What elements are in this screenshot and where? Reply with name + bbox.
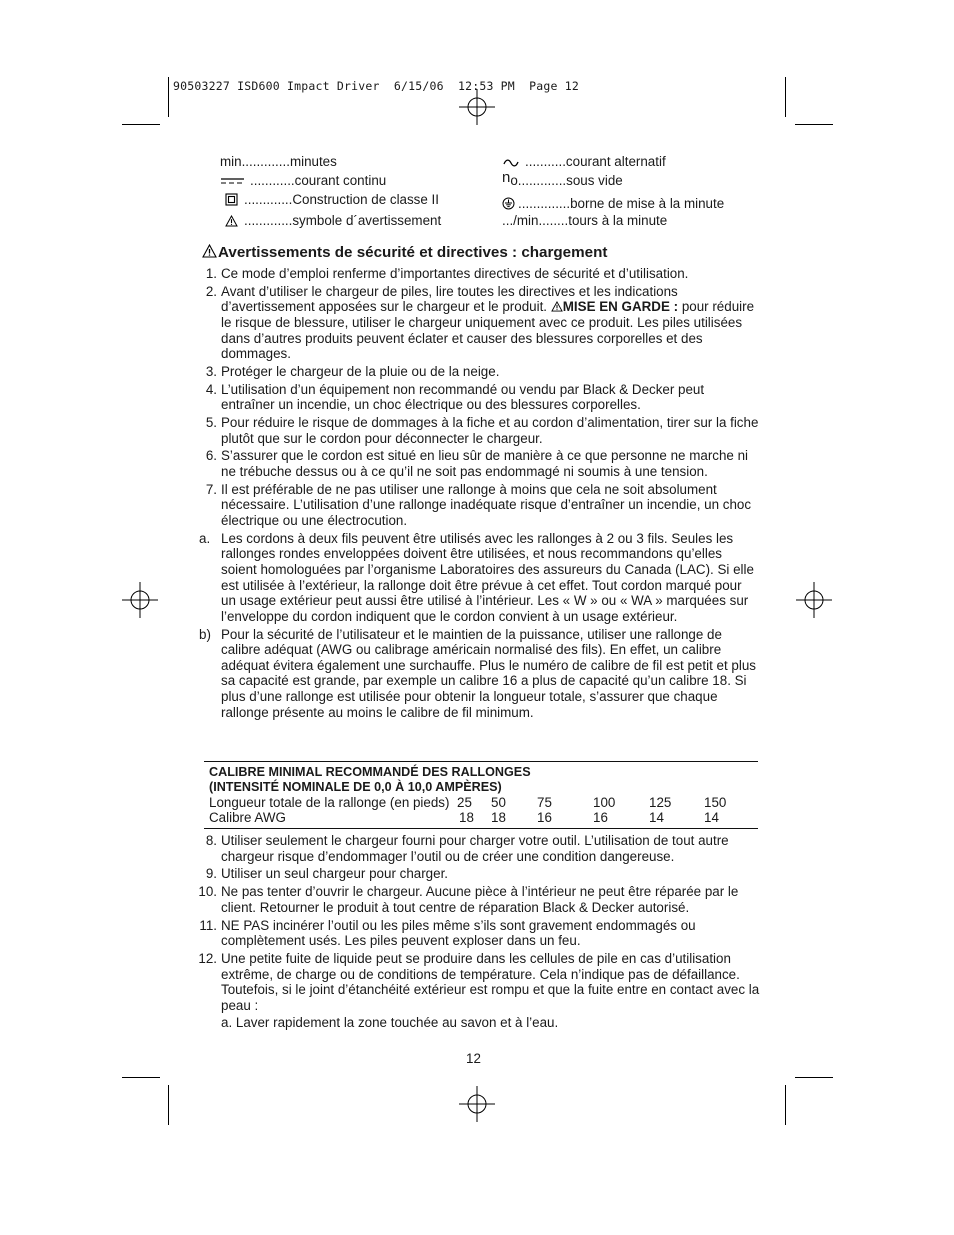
cell-value: 75 [537,795,552,811]
print-slug-header: 90503227 ISD600 Impact Driver 6/15/06 12:53 PM Page 12 [173,79,580,93]
caution-label: MISE EN GARDE : [562,299,679,315]
table-title-line-1: CALIBRE MINIMAL RECOMMANDÉ DES RALLONGES [209,765,531,779]
crop-mark [122,124,160,125]
item-number: 6. [205,448,217,464]
row-label: Calibre AWG [209,810,286,826]
item-text: S’assurer que le cordon est situé en lieu sûr de manière à ce que personne ne marche ni ne trébuche dessus ou à ce qu’il ne soit pas endommagé ni soumis à une tension. [221,448,749,480]
item-number: 8. [205,833,217,848]
table-row-length [204,795,758,810]
registration-mark-icon [122,582,158,618]
item-text: Ne pas tenter d’ouvrir le chargeur. Aucune pièce à l’intérieur ne peut être réparée par le client. Retourner le produit à tout centre de réparation Black & Decker autorisé. [221,884,739,915]
symbol-warning [225,213,441,229]
section-title-text: Avertissements de sécurité et directives : chargement [218,244,608,261]
crop-mark [795,124,833,125]
symbol-earth-terminal [502,196,724,212]
symbol-alternating-current [503,154,666,170]
cell-value: 18 [491,810,506,826]
alternating-current-icon [503,158,519,168]
list-item [196,382,760,413]
item-number: 11. [199,917,217,933]
list-item [196,266,760,282]
table-top-rule [204,761,758,762]
symbol-description: .............symbole d´avertissement [244,213,442,228]
item-number: 5. [205,415,217,431]
list-item [196,866,760,882]
symbol-description: ...........courant alternatif [525,154,666,169]
item-text: Pour la sécurité de l’utilisateur et le maintien de la puissance, utiliser une rallonge de calibre adéquat (AWG ou calibrage américain normalisé des fils). En effet, un calibre adéquat évitera également une surchauffe. Plus le numéro de calibre de fil est petit et plus sa capacité est grande, par exemple un calibre 16 a plus de capacité qu’un calibre 18. Si plus d’une rallonge est utilisée pour obtenir la longueur totale, s’assurer que chaque rallonge présente au moins le calibre de fil minimum. [221,626,756,720]
symbol-description: .../min........tours à la minute [502,213,668,228]
cell-value: 14 [649,810,664,826]
item-text: Ce mode d’emploi renferme d’importantes directives de sécurité et d’utilisation. [221,266,689,281]
symbol-description: o.............sous vide [510,173,623,188]
crop-mark [168,77,169,117]
list-item [196,833,760,864]
list-item [196,531,760,625]
item-text-continued: pour réduire le risque de blessure, utiliser le chargeur uniquement avec ce produit. Les piles utilisées dans d’autres produits peuvent éclater et causer des blessures corporelles et des dommages. [221,299,755,362]
symbol-description: ............courant continu [250,173,387,188]
cell-value: 125 [649,795,672,811]
item-number: 2. [205,283,217,299]
item-text: NE PAS incinérer l’outil ou les piles même s’ils sont gravement endommagés ou complètement usés. Les piles peuvent exploser dans un feu. [221,917,696,949]
warning-triangle-icon [551,301,563,312]
item-text: Pour réduire le risque de dommages à la fiche et au cordon d’alimentation, tirer sur la fiche plutôt que sur le cordon pour déconnecter le chargeur. [221,415,759,446]
symbol-per-minute [502,213,667,229]
crop-mark [795,1077,833,1078]
no-load-icon: n [502,169,511,186]
cell-value: 18 [459,810,474,826]
item-text: Utiliser un seul chargeur pour charger. [221,866,449,882]
item-number: 12. [198,950,217,966]
item-text: Avant d’utiliser le chargeur de piles, lire toutes les directives et les indications d’avertissement apposées sur le chargeur et le produit. [221,283,678,315]
cell-value: 14 [704,810,719,826]
registration-mark-icon [796,582,832,618]
list-item [196,364,760,380]
crop-mark [122,1077,160,1078]
item-text: Les cordons à deux fils peuvent être utilisés avec les rallonges à 2 ou 3 fils. Seules les rallonges rondes enveloppées doivent être utilisées, et nous recommandons qu’elles soient homologuées par l’organisme Laboratoires des assureurs du Canada (LAC). Si elle est utilisée à l’extérieur, la rallonge doit être prévue à cet effet. Tout cordon marqué pour un usage extérieur peut aussi être utilisé à l’intérieur. Les « W » ou « WA » marquées sur l’enveloppe du cordon indiquent que le cordon convient à un usage extérieur. [221,530,754,624]
list-item [196,884,760,915]
symbol-direct-current [220,173,386,189]
section-title [202,244,607,261]
item-number: 10. [198,884,217,900]
item-letter: b) [199,626,211,642]
item-text: Utiliser seulement le chargeur fourni pour charger votre outil. L’utilisation de tout autre chargeur risque d’endommager l’outil ou de créer une condition dangereuse. [221,833,729,864]
list-item [196,951,760,1013]
table-row-gauge [204,810,758,825]
symbol-description: .............minutes [241,154,337,169]
row-label: Longueur totale de la rallonge (en pieds) [209,795,450,811]
list-item [196,918,760,949]
safety-list-part-1 [196,266,760,722]
table-bottom-rule [204,828,758,829]
warning-triangle-icon [225,215,238,227]
symbol-description: ..............borne de mise à la minute [518,196,725,211]
crop-mark [168,1085,169,1125]
direct-current-icon [220,177,246,187]
list-item [196,627,760,721]
min-label: min [220,154,242,169]
symbol-minutes [220,154,337,170]
safety-list-part-2 [196,833,760,1033]
list-item [196,284,760,362]
table-title-line-2: (INTENSITÉ NOMINALE DE 0,0 À 10,0 AMPÈRES) [209,779,502,794]
item-letter: a. [199,530,211,546]
page-number: 12 [466,1051,481,1066]
item-number: 4. [205,381,217,397]
cell-value: 16 [537,810,552,826]
item-text: a. Laver rapidement la zone touchée au savon et à l’eau. [221,1015,559,1031]
list-subitem [196,1015,760,1031]
registration-mark-icon [459,89,495,125]
cell-value: 16 [593,810,608,826]
class-ii-icon [225,193,238,206]
symbol-class-ii [225,192,439,208]
item-number: 3. [205,363,217,379]
item-text: L’utilisation d’un équipement non recommandé ou vendu par Black & Decker peut entraîner un incendie, un choc électrique ou des blessures corporelles. [221,381,705,413]
registration-mark-icon [459,1086,495,1122]
extension-cord-table [204,761,758,829]
warning-triangle-icon [202,244,217,258]
list-item [196,482,760,529]
item-text: Il est préférable de ne pas utiliser une rallonge à moins que cela ne soit absolument nécessaire. L’utilisation d’une rallonge inadéquate risque d’entraîner un incendie, un choc électrique ou une électrocution. [221,481,752,529]
list-item [196,448,760,479]
cell-value: 100 [593,795,616,811]
cell-value: 25 [457,795,472,811]
earth-terminal-icon [502,197,515,210]
cell-value: 150 [704,795,727,811]
crop-mark [785,77,786,117]
list-item [196,415,760,446]
crop-mark [785,1085,786,1125]
symbol-no-load [502,169,623,189]
cell-value: 50 [491,795,506,811]
item-text: Protéger le chargeur de la pluie ou de la neige. [221,363,500,379]
item-number: 7. [205,481,217,497]
symbol-description: .............Construction de classe II [244,192,439,207]
item-text: Une petite fuite de liquide peut se produire dans les cellules de pile en cas d’utilisation extrême, de charge ou de conditions de température. Cela n’indique pas de défaillance. Toutefois, si le joint d’étanchéité extérieur est rompu et que la fuite entre en contact avec la peau : [221,950,760,1013]
item-number: 1. [205,266,217,281]
item-number: 9. [205,866,217,882]
